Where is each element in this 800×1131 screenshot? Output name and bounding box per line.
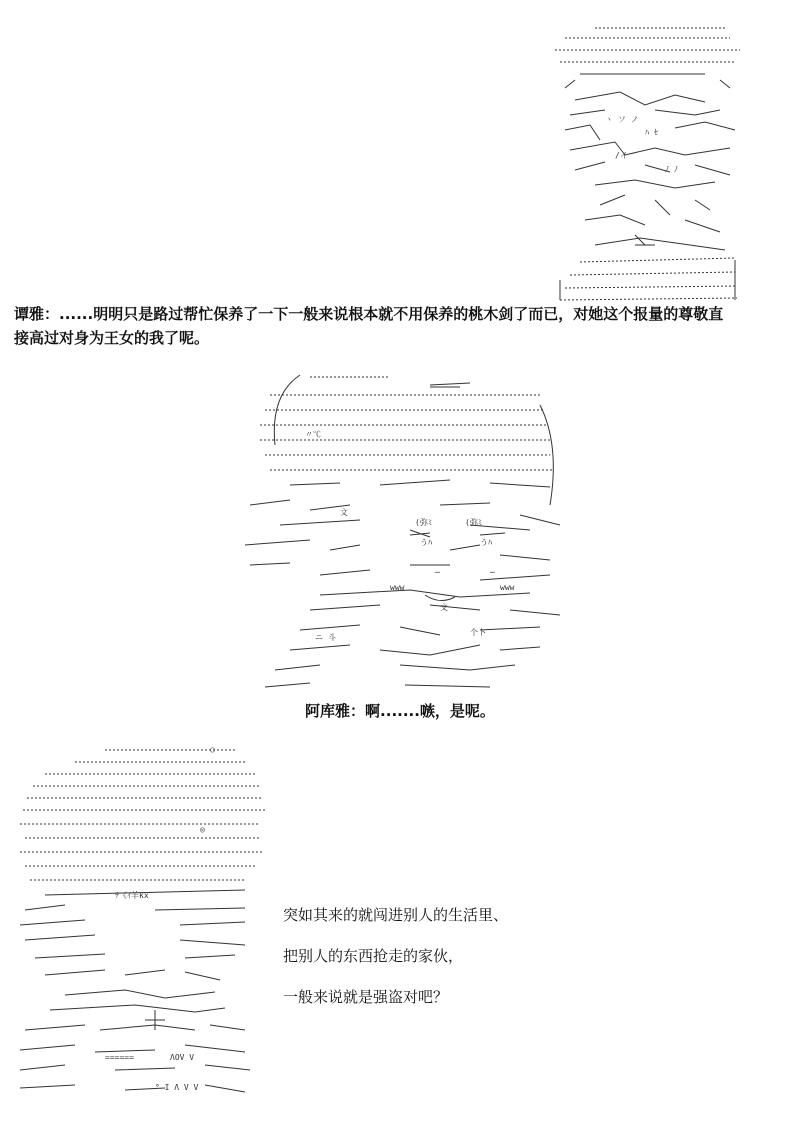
caption-tanya xyxy=(14,302,790,350)
svg-text:ヽ ソ ノ: ヽ ソ ノ xyxy=(605,115,639,124)
svg-text:◎: ◎ xyxy=(200,825,205,834)
ascii-art-figure-center-icon xyxy=(230,365,575,695)
svg-text:文: 文 xyxy=(440,603,448,612)
svg-text:○: ○ xyxy=(210,745,215,754)
svg-text:─: ─ xyxy=(435,568,440,577)
svg-text:ﾉ ﾉ: ﾉ ﾉ xyxy=(665,165,678,174)
svg-text:うﾊ: うﾊ xyxy=(420,538,432,547)
caption-robber-lines xyxy=(283,903,613,1026)
svg-text:个卜: 个卜 xyxy=(470,628,486,637)
svg-text:======: ====== xyxy=(105,1053,134,1062)
ascii-art-center xyxy=(230,365,575,695)
svg-text:うﾊ: うﾊ xyxy=(480,538,492,547)
ascii-art-top-right xyxy=(545,10,745,302)
svg-text:─: ─ xyxy=(490,568,495,577)
caption-tanya-line-2: 接高过对身为王女的我了呢。 xyxy=(14,329,210,347)
svg-text:ﾃ《ｲ羊kx: ﾃ《ｲ羊kx xyxy=(115,891,149,900)
caption-robber-line-1: 突如其来的就闯进别人的生活里、 xyxy=(283,906,509,924)
svg-text:(弥ﾐ: (弥ﾐ xyxy=(415,518,432,527)
svg-text:www: www xyxy=(390,583,405,592)
svg-text:ﾊ ｾ: ﾊ ｾ xyxy=(645,128,658,137)
svg-text:www: www xyxy=(500,583,515,592)
svg-text:(弥ﾐ: (弥ﾐ xyxy=(465,518,482,527)
ascii-art-figure-top-right-icon xyxy=(545,10,745,302)
caption-robber-line-2: 把别人的东西抢走的家伙， xyxy=(283,947,464,965)
svg-text:〃℃: 〃℃ xyxy=(305,430,321,439)
svg-text:/イ: /イ xyxy=(615,151,628,160)
svg-text:ニ 斗: ニ 斗 xyxy=(315,633,336,642)
svg-text:° I Λ V V: ° I Λ V V xyxy=(155,1083,199,1092)
svg-text:文: 文 xyxy=(340,508,348,517)
ascii-art-bottom-left xyxy=(5,740,267,1100)
ascii-art-figure-bottom-left-icon xyxy=(5,740,267,1100)
caption-robber-line-3: 一般来说就是强盗对吧？ xyxy=(283,988,449,1006)
caption-tanya-line-1: 谭雅：......明明只是路过帮忙保养了一下一般来说根本就不用保养的桃木剑了而已，对她这个报量的尊敬直 xyxy=(14,305,724,323)
caption-aqua: 阿库雅：啊.......嗾，是呢。 xyxy=(305,702,495,720)
svg-text:ΛOV V: ΛOV V xyxy=(170,1053,195,1062)
